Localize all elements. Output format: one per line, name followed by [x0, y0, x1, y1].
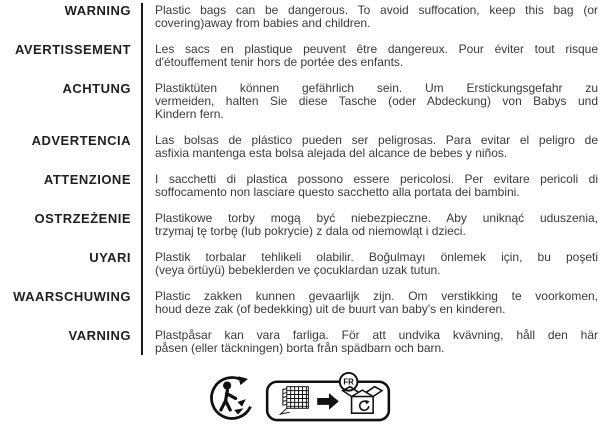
warnings-list [0, 4, 598, 368]
warning-text-line: Plastiktüten können gefährlich sein. Um Erstickungsgefahr zu [155, 81, 598, 95]
warning-language-label: ATTENZIONE [43, 172, 131, 187]
warning-text [155, 251, 598, 277]
warning-text [155, 134, 598, 160]
warning-text-line: Plastikowe torby mogą być niebezpieczne. Aby uniknąć uduszenia, [155, 211, 598, 225]
warning-text [155, 82, 598, 121]
warning-row [0, 134, 598, 160]
warning-text-line: (veya örtüyü) bebeklerden ve çocuklardan uzak tutun. [155, 263, 441, 277]
warning-language-label: ADVERTENCIA [31, 133, 131, 148]
arrow-right-icon [317, 393, 339, 410]
warning-row [0, 82, 598, 121]
warning-text [155, 329, 598, 355]
warning-text-line: Les sacs en plastique peuvent être dangereux. Pour éviter tout risque [155, 42, 598, 56]
warning-text-line: Plastic zakken kunnen gevaarlijk zijn. Om verstikking te voorkomen, [155, 289, 598, 303]
warning-row [0, 173, 598, 199]
warning-language-label: WAARSCHUWING [13, 289, 131, 304]
warning-language-label: AVERTISSEMENT [14, 42, 131, 57]
recycle-arrowhead [365, 400, 369, 404]
warning-row [0, 43, 598, 69]
fr-badge-label: FR [343, 377, 354, 387]
warning-language-label: ACHTUNG [62, 81, 131, 96]
warning-text-line: Plastic bags can be dangerous. To avoid suffocation, keep this bag (or [155, 3, 598, 17]
warning-text [155, 212, 598, 238]
warning-row [0, 251, 598, 277]
warning-text-line: asfixia mantenga esta bolsa alejada del alcance de bebes y niños. [155, 146, 508, 160]
warning-text-line: påsen (eller täckningen) borta från spädbarn och barn. [155, 341, 445, 355]
warning-text-line: soffocamento non lasciare questo sacchetto alla portata dei bambini. [155, 185, 520, 199]
warning-language-label: UYARI [89, 250, 131, 265]
warning-text [155, 4, 598, 30]
sorting-instruction-icon [264, 370, 392, 423]
recycling-footer [0, 369, 600, 423]
warning-row [0, 290, 598, 316]
warning-language-label: OSTRZEŻENIE [34, 211, 131, 226]
triman-recycling-icon [208, 374, 256, 422]
warning-language-label: VARNING [68, 328, 131, 343]
warning-row [0, 329, 598, 355]
warning-text-line: d'étouffement tenir hors de portée des enfants. [155, 55, 404, 69]
warning-text [155, 43, 598, 69]
warning-text-line: trzymaj tę torbę (lub pokrycie) z dala od niemowląt i dzieci. [155, 224, 466, 238]
warning-text-line: Las bolsas de plástico pueden ser peligrosas. Para evitar el peligro de [155, 133, 598, 147]
warning-text-line: covering)away from babies and children. [155, 16, 371, 30]
plastic-film-icon [280, 387, 308, 414]
warning-language-label: WARNING [64, 3, 131, 18]
warning-text [155, 173, 598, 199]
warning-text [155, 290, 598, 316]
warning-text-line: Kindern fern. [155, 107, 224, 121]
warning-text-line: Plastik torbalar tehlikeli olabilir. Boğulmayı önlemek için, bu poşeti [155, 250, 598, 264]
warning-row [0, 212, 598, 238]
warning-text-line: houd deze zak (of bedekking) uit de buurt van baby's en kinderen. [155, 302, 506, 316]
warning-row [0, 4, 598, 30]
warning-text-line: I sacchetti di plastica possono essere pericolosi. Per evitare pericoli di [155, 172, 598, 186]
warning-text-line: Plastpåsar kan vara farliga. För att undvika kvävning, håll den här [155, 328, 598, 342]
warning-text-line: vermeiden, halten Sie diese Tasche (oder Abdeckung) von Babys und [155, 94, 598, 108]
